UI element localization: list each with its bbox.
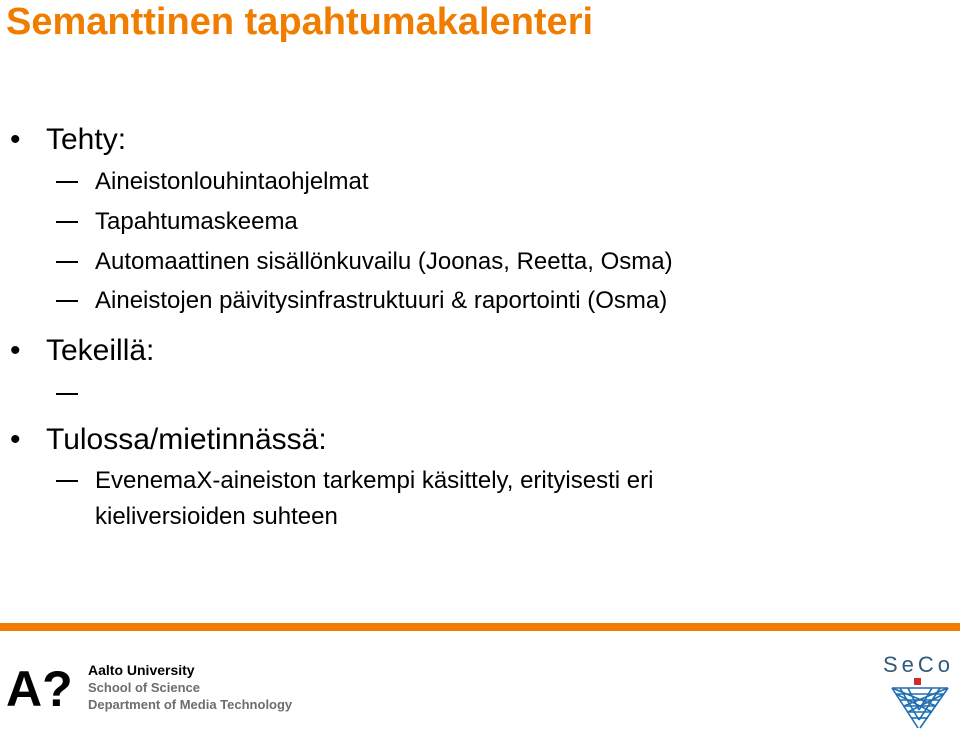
dash-icon [56,221,78,223]
bullet-icon: • [10,334,21,367]
aalto-logo-icon [6,664,76,709]
dash-icon [56,261,78,263]
sub-item-text: Tapahtumaskeema [95,208,298,235]
footer-accent-bar [0,623,960,631]
svg-text:A?: A? [6,664,73,709]
section-heading: Tulossa/mietinnässä: [46,423,327,456]
school-label: School of Science [88,680,200,695]
sub-item-text: EvenemaX-aineiston tarkempi käsittely, erityisesti eri [95,467,654,494]
seco-logo-icon [890,678,950,730]
dash-icon [56,181,78,183]
sub-item-text: Aineistonlouhintaohjelmat [95,168,369,195]
slide-title: Semanttinen tapahtumakalenteri [6,1,594,43]
sub-item-text: Aineistojen päivitysinfrastruktuuri & raportointi (Osma) [95,287,668,314]
aalto-footer-text [88,662,292,713]
dash-icon [56,480,78,482]
section-heading: Tehty: [46,123,127,156]
dash-icon [56,393,78,395]
seco-logo-text: SeCo [883,652,955,677]
sub-item-text: Automaattinen sisällönkuvailu (Joonas, Reetta, Osma) [95,248,673,275]
section-heading: Tekeillä: [46,334,155,367]
bullet-icon: • [10,123,21,156]
dash-icon [56,300,78,302]
sub-item-text-continued: kieliversioiden suhteen [95,503,338,530]
bullet-icon: • [10,423,21,456]
department-label: Department of Media Technology [88,697,293,712]
aalto-university-label: Aalto University [88,662,195,678]
